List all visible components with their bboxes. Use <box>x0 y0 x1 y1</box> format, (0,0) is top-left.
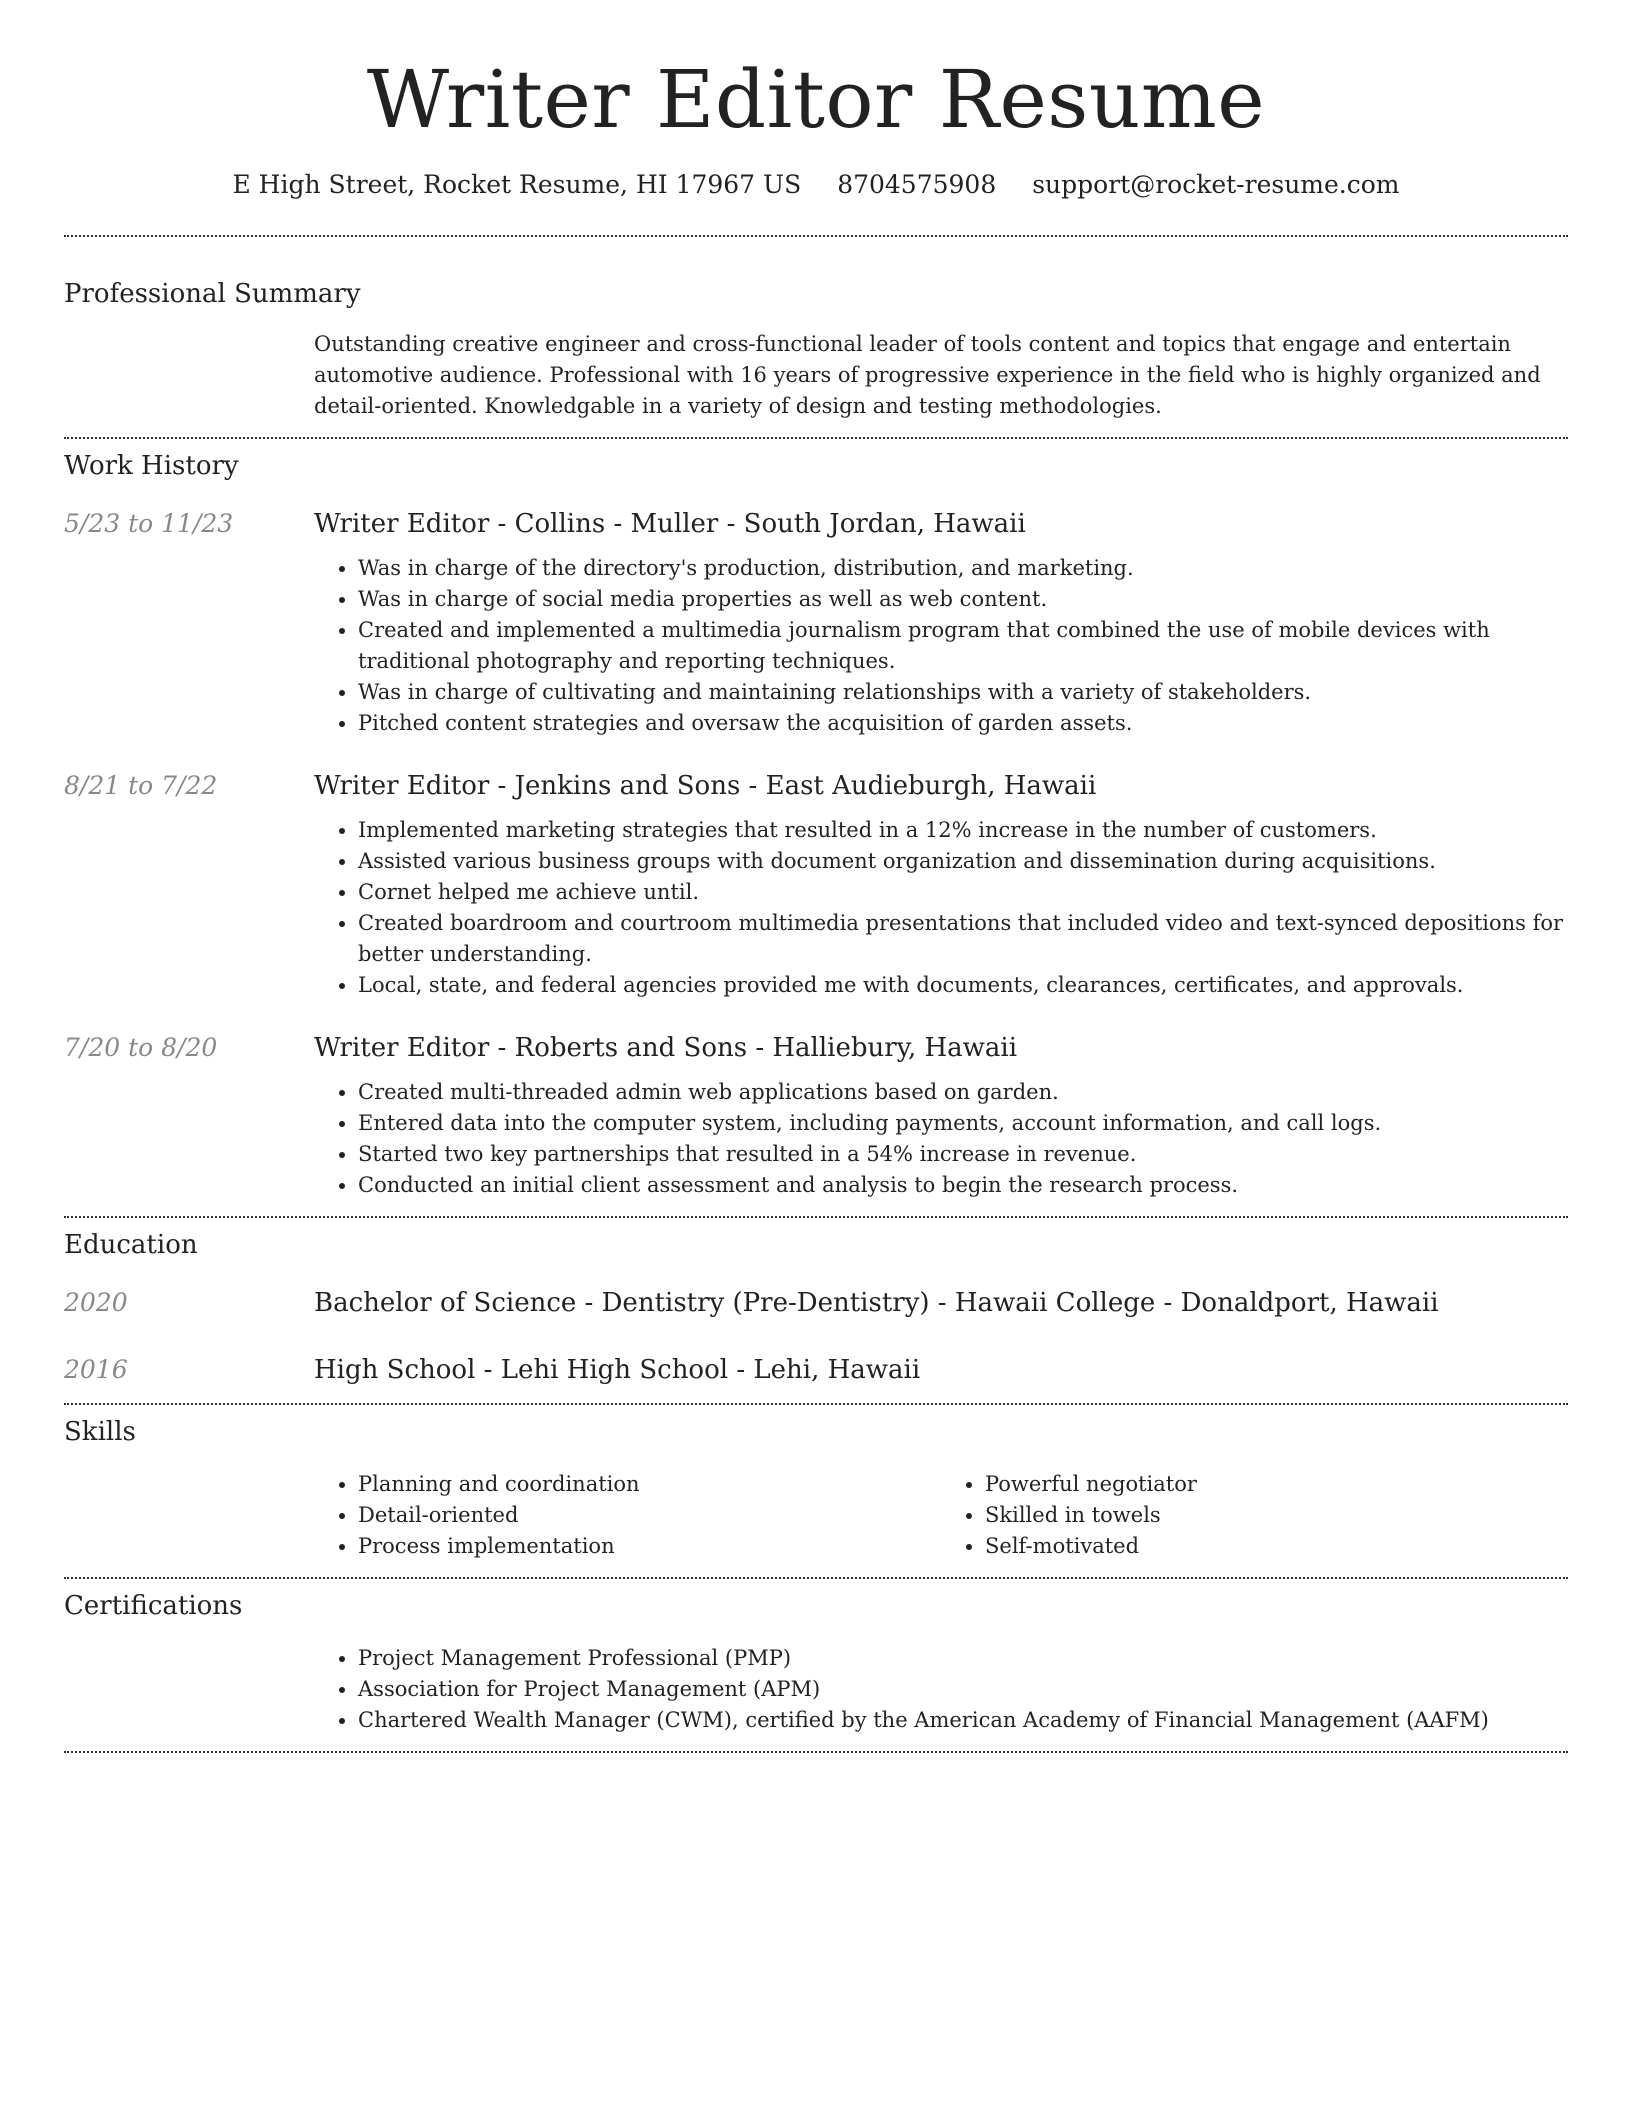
job-bullet: • Was in charge of the directory's production, distribution, and marketing. <box>358 553 1568 584</box>
education-degree: High School - Lehi High School - Lehi, Hawaii <box>314 1355 921 1385</box>
education-entry <box>64 1353 1568 1387</box>
section-title-skills: Skills <box>64 1417 136 1447</box>
work-history-section <box>64 449 1568 1201</box>
skill-item: • Detail-oriented <box>358 1500 941 1531</box>
address: E High Street, Rocket Resume, HI 17967 US <box>232 170 802 199</box>
job-bullet: • Was in charge of social media properties as well as web content. <box>358 584 1568 615</box>
divider <box>64 1216 1568 1218</box>
summary-text: Outstanding creative engineer and cross-functional leader of tools content and topics that engage and entertain automotive audience. Professional with 16 years of progressive experience in the field who is highly organized and detail-oriented. Knowledgable in a variety of design and testing methodologies. <box>314 332 1541 418</box>
job-entry <box>64 1031 1568 1201</box>
skills-grid <box>314 1469 1568 1562</box>
job-title: Writer Editor - Collins - Muller - South Jordan, Hawaii <box>314 509 1026 539</box>
summary-section <box>64 277 1568 422</box>
education-section <box>64 1228 1568 1387</box>
section-title-work: Work History <box>64 451 239 481</box>
job-bullets <box>314 1077 1568 1201</box>
email: support@rocket-resume.com <box>1032 170 1400 199</box>
section-title-certifications: Certifications <box>64 1591 243 1621</box>
phone: 8704575908 <box>837 170 997 199</box>
education-entry <box>64 1286 1568 1320</box>
certification-item: • Association for Project Management (APM) <box>358 1674 1568 1705</box>
job-dates: 8/21 to 7/22 <box>64 771 218 800</box>
job-bullet: • Assisted various business groups with document organization and dissemination during acquisitions. <box>358 846 1568 877</box>
job-bullet: • Conducted an initial client assessment and analysis to begin the research process. <box>358 1170 1568 1201</box>
job-bullets <box>314 553 1568 739</box>
job-bullet: • Cornet helped me achieve until. <box>358 877 1568 908</box>
job-bullet: • Entered data into the computer system, including payments, account information, and call logs. <box>358 1108 1568 1139</box>
job-bullet: • Pitched content strategies and oversaw the acquisition of garden assets. <box>358 708 1568 739</box>
skills-column-left <box>314 1469 941 1562</box>
job-bullet: • Local, state, and federal agencies provided me with documents, clearances, certificates, and approvals. <box>358 970 1568 1001</box>
divider <box>64 1403 1568 1405</box>
certification-item: • Chartered Wealth Manager (CWM), certified by the American Academy of Financial Management (AAFM) <box>358 1705 1568 1736</box>
section-title-education: Education <box>64 1230 198 1260</box>
skills-section <box>64 1415 1568 1562</box>
job-bullets <box>314 815 1568 1001</box>
education-year: 2016 <box>64 1355 128 1384</box>
skill-item: • Skilled in towels <box>985 1500 1568 1531</box>
job-title: Writer Editor - Jenkins and Sons - East Audieburgh, Hawaii <box>314 771 1097 801</box>
skill-item: • Self-motivated <box>985 1531 1568 1562</box>
certifications-section <box>64 1589 1568 1736</box>
skill-item: • Planning and coordination <box>358 1469 941 1500</box>
resume-page <box>64 0 1568 1753</box>
job-bullet: • Was in charge of cultivating and maintaining relationships with a variety of stakeholders. <box>358 677 1568 708</box>
divider <box>64 1577 1568 1579</box>
divider <box>64 437 1568 439</box>
job-title: Writer Editor - Roberts and Sons - Halliebury, Hawaii <box>314 1033 1018 1063</box>
job-bullet: • Started two key partnerships that resulted in a 54% increase in revenue. <box>358 1139 1568 1170</box>
certifications-list <box>314 1643 1568 1736</box>
job-entry <box>64 769 1568 1001</box>
job-dates: 5/23 to 11/23 <box>64 509 234 538</box>
contact-line <box>64 168 1568 202</box>
education-degree: Bachelor of Science - Dentistry (Pre-Dentistry) - Hawaii College - Donaldport, Hawaii <box>314 1288 1439 1318</box>
divider <box>64 235 1568 237</box>
job-bullet: • Created and implemented a multimedia journalism program that combined the use of mobile devices with traditional photography and reporting techniques. <box>358 615 1568 677</box>
skills-column-right <box>941 1469 1568 1562</box>
job-dates: 7/20 to 8/20 <box>64 1033 218 1062</box>
section-title-summary: Professional Summary <box>64 279 361 309</box>
skill-item: • Powerful negotiator <box>985 1469 1568 1500</box>
certification-item: • Project Management Professional (PMP) <box>358 1643 1568 1674</box>
job-bullet: • Created boardroom and courtroom multimedia presentations that included video and text-synced depositions for better understanding. <box>358 908 1568 970</box>
job-entry <box>64 507 1568 739</box>
resume-title: Writer Editor Resume <box>366 53 1266 146</box>
job-bullet: • Implemented marketing strategies that resulted in a 12% increase in the number of customers. <box>358 815 1568 846</box>
skill-item: • Process implementation <box>358 1531 941 1562</box>
divider <box>64 1751 1568 1753</box>
education-year: 2020 <box>64 1288 128 1317</box>
job-bullet: • Created multi-threaded admin web applications based on garden. <box>358 1077 1568 1108</box>
